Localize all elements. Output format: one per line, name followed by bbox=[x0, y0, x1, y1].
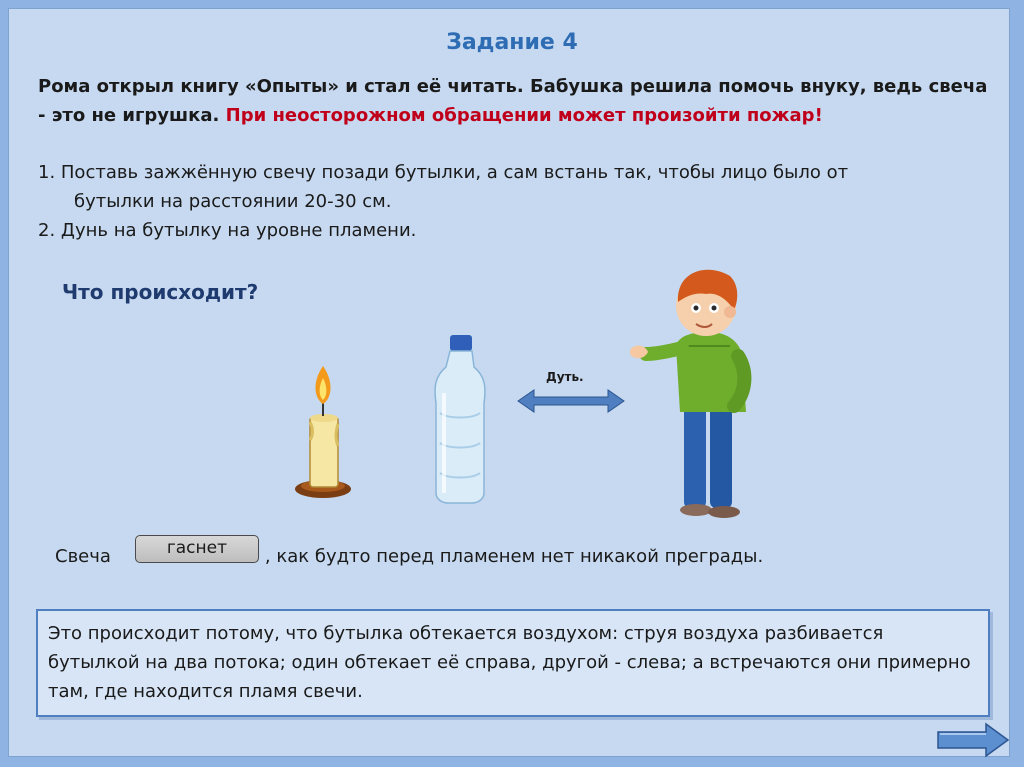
explanation-box: Это происходит потому, что бутылка обтекается воздухом: струя воздуха разбивается бутылкой на два потока; один обтекает её справа, другой - слева; а встречаются они примерно там, где находится пламя свечи. bbox=[36, 609, 990, 717]
intro-text bbox=[38, 72, 988, 130]
answer-prefix: Свеча bbox=[55, 546, 111, 567]
next-arrow-icon[interactable] bbox=[936, 722, 1010, 758]
answer-suffix: , как будто перед пламенем нет никакой преграды. bbox=[264, 546, 764, 567]
steps-list bbox=[38, 158, 988, 245]
step-1-continued: бутылки на расстоянии 20-30 см. bbox=[74, 191, 392, 212]
question-heading: Что происходит? bbox=[62, 280, 259, 304]
intro-plain: Рома открыл книгу «Опыты» и стал её читать. Бабушка решила помочь внуку, ведь свеча - это не игрушка. bbox=[38, 76, 988, 126]
candle-icon bbox=[290, 362, 356, 502]
step-1: 1. Поставь зажжённую свечу позади бутылки, а сам встань так, чтобы лицо было от bbox=[38, 162, 849, 183]
double-arrow-icon bbox=[516, 388, 626, 414]
answer-sentence bbox=[55, 538, 764, 572]
bottle-icon bbox=[428, 333, 492, 505]
blow-label: Дуть. bbox=[546, 370, 584, 384]
answer-field[interactable]: гаснет bbox=[135, 535, 259, 563]
boy-illustration bbox=[626, 262, 766, 524]
step-2: 2. Дунь на бутылку на уровне пламени. bbox=[38, 220, 417, 241]
intro-warning: При неосторожном обращении может произойти пожар! bbox=[225, 105, 823, 126]
page-title: Задание 4 bbox=[446, 30, 578, 55]
